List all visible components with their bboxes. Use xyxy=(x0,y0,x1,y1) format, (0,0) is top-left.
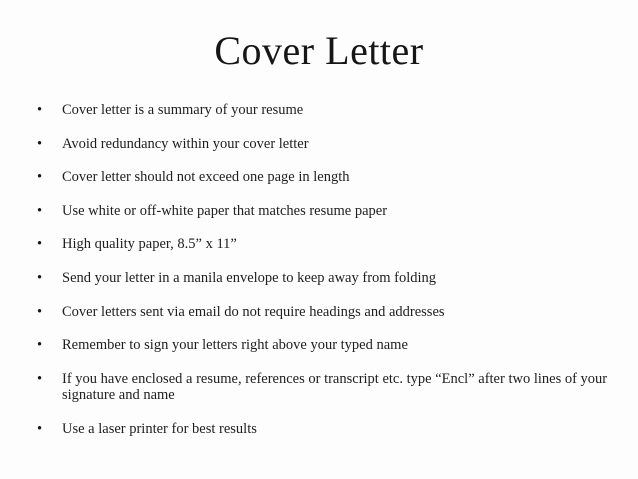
bullet-icon: • xyxy=(37,303,43,320)
bullet-text: High quality paper, 8.5” x 11” xyxy=(62,236,237,253)
bullet-icon: • xyxy=(37,269,43,286)
bullet-icon: • xyxy=(37,420,43,437)
bullet-text: Cover letter should not exceed one page in length xyxy=(62,169,350,186)
bullet-item xyxy=(37,337,612,354)
bullet-text: Cover letters sent via email do not require headings and addresses xyxy=(62,303,445,320)
bullet-item xyxy=(37,102,612,119)
bullet-item xyxy=(37,169,612,186)
bullet-item xyxy=(37,421,612,438)
bullet-text: Cover letter is a summary of your resume xyxy=(62,102,304,118)
bullet-icon: • xyxy=(37,102,43,118)
bullet-item xyxy=(37,136,612,153)
bullet-text: Use a laser printer for best results xyxy=(62,420,257,437)
bullet-item xyxy=(37,236,612,253)
bullet-icon: • xyxy=(37,370,43,387)
slide-title: Cover Letter xyxy=(214,28,424,73)
slide xyxy=(0,28,638,479)
bullet-icon: • xyxy=(37,236,43,253)
bullet-list xyxy=(0,102,638,437)
bullet-text: If you have enclosed a resume, references or transcript etc. type “Encl” after two lines of your signature and name xyxy=(62,370,608,404)
bullet-icon: • xyxy=(37,202,43,219)
bullet-icon: • xyxy=(37,337,43,354)
bullet-text: Remember to sign your letters right above your typed name xyxy=(62,337,408,354)
bullet-icon: • xyxy=(37,169,43,186)
bullet-text: Use white or off-white paper that matches resume paper xyxy=(62,202,388,219)
bullet-item xyxy=(37,304,612,321)
bullet-text: Send your letter in a manila envelope to keep away from folding xyxy=(62,269,437,286)
bullet-item xyxy=(37,203,612,220)
bullet-item xyxy=(37,270,612,287)
bullet-text: Avoid redundancy within your cover letter xyxy=(62,135,309,152)
bullet-item xyxy=(37,371,612,404)
bullet-icon: • xyxy=(37,135,43,152)
